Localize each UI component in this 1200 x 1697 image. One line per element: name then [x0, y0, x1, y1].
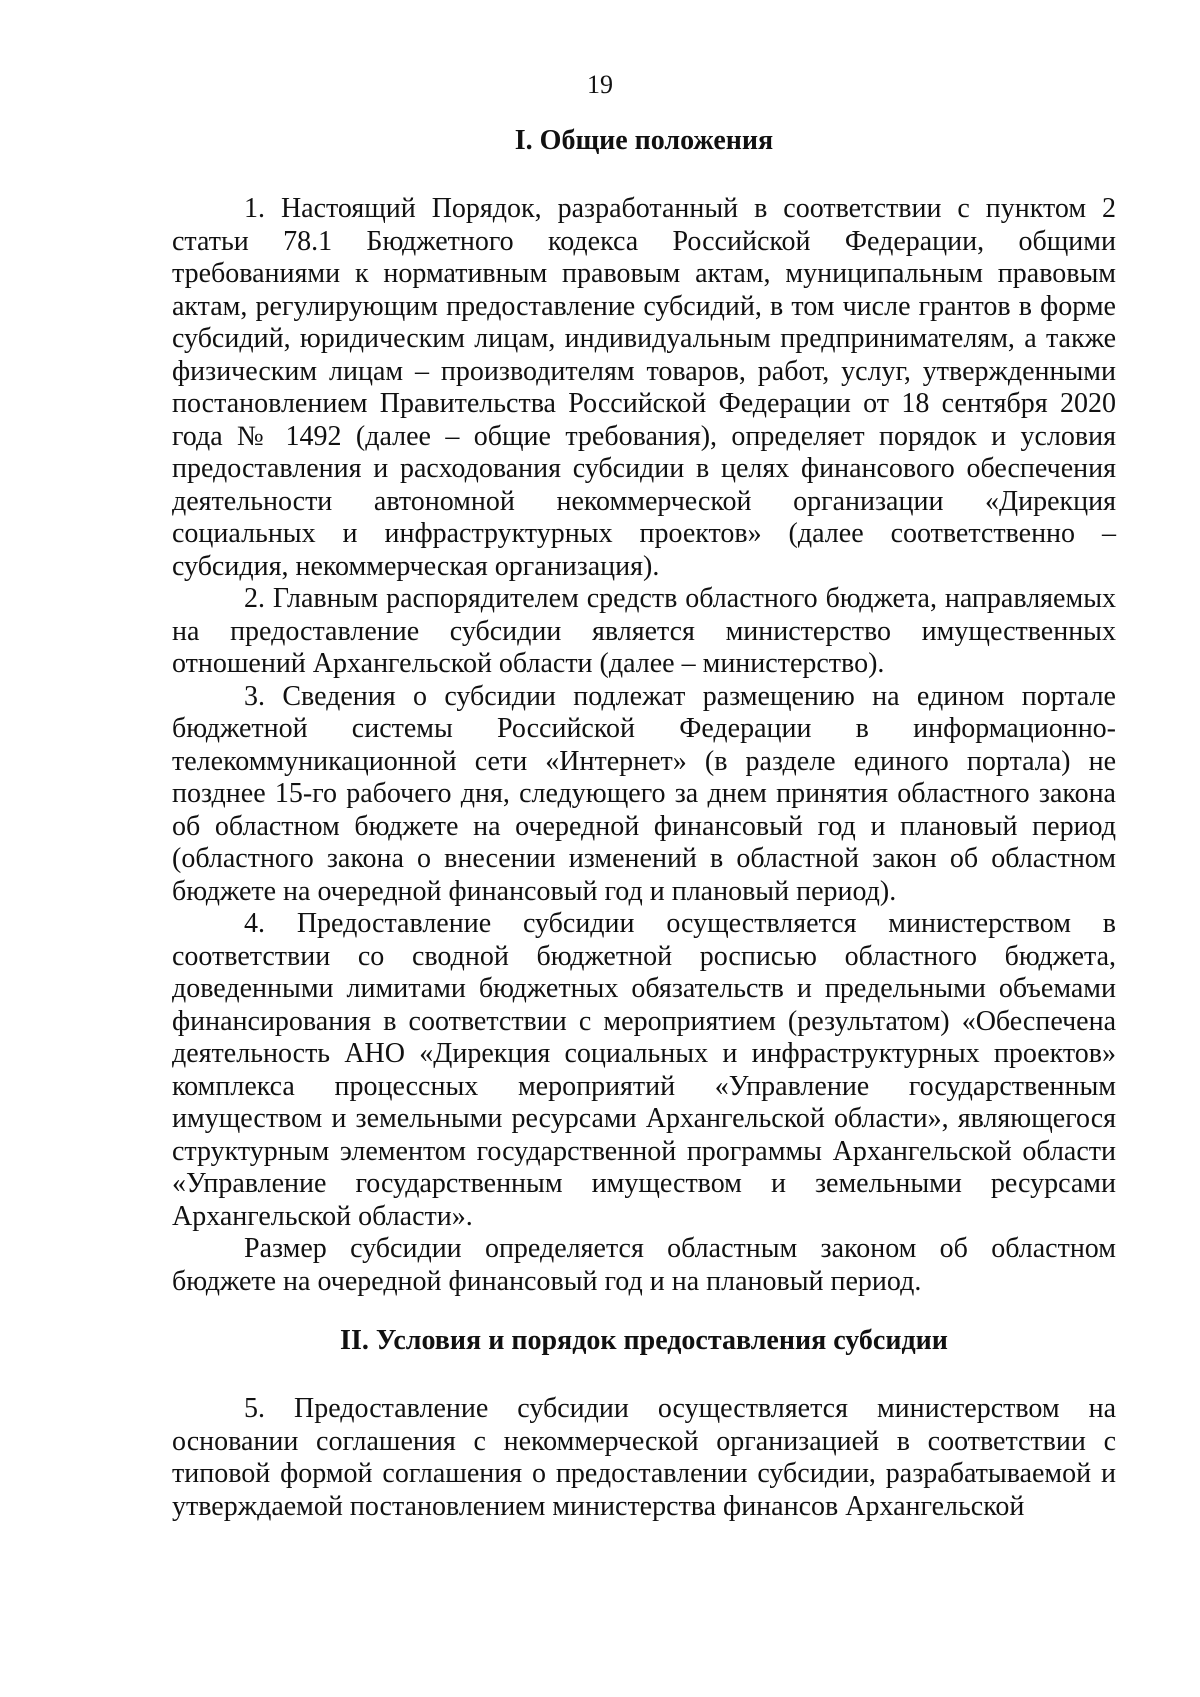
paragraph-subsidy-amount: Размер субсидии определяется областным законом об областном бюджете на очередной финансовый год и на плановый период. — [172, 1233, 1116, 1297]
section-heading-general-provisions: I. Общие положения — [514, 125, 774, 156]
paragraph-3: 3. Сведения о субсидии подлежат размещению на едином портале бюджетной системы Российской Федерации в информационно-телекоммуникационной сети «Интернет» (в разделе единого портала) не позднее 15-го рабочего дня, следующего за днем принятия областного закона об областном бюджете на очередной финансовый год и плановый период (областного закона о внесении изменений в областной закон об областном бюджете на очередной финансовый год и плановый период). — [172, 680, 1116, 907]
paragraph-4: 4. Предоставление субсидии осуществляется министерством в соответствии со сводной бюджетной росписью областного бюджета, доведенными лимитами бюджетных обязательств и предельными объемами финансирования в соответствии с мероприятием (результатом) «Обеспечена деятельность АНО «Дирекция социальных и инфраструктурных проектов» комплекса процессных мероприятий «Управление государственным имуществом и земельными ресурсами Архангельской области», являющегося структурным элементом государственной программы Архангельской области «Управление государственным имуществом и земельными ресурсами Архангельской области». — [172, 908, 1116, 1232]
section-heading-conditions: II. Условия и порядок предоставления субсидии — [340, 1325, 948, 1356]
paragraph-2: 2. Главным распорядителем средств областного бюджета, направляемых на предоставление субсидии является министерство имущественных отношений Архангельской области (далее – министерство). — [172, 583, 1116, 679]
paragraph-5: 5. Предоставление субсидии осуществляется министерством на основании соглашения с некоммерческой организацией в соответствии с типовой формой соглашения о предоставлении субсидии, разрабатываемой и утверждаемой постановлением министерства финансов Архангельской — [172, 1393, 1116, 1522]
section-body-conditions — [172, 1393, 1116, 1523]
section-body-general-provisions — [172, 193, 1116, 1298]
paragraph-1: 1. Настоящий Порядок, разработанный в соответствии с пунктом 2 статьи 78.1 Бюджетного кодекса Российской Федерации, общими требованиями к нормативным правовым актам, муниципальным правовым актам, регулирующим предоставление субсидий, в том числе грантов в форме субсидий, юридическим лицам, индивидуальным предпринимателям, а также физическим лицам – производителям товаров, работ, услуг, утвержденными постановлением Правительства Российской Федерации от 18 сентября 2020 года № 1492 (далее – общие требования), определяет порядок и условия предоставления и расходования субсидии в целях финансового обеспечения деятельности автономной некоммерческой организации «Дирекция социальных и инфраструктурных проектов» (далее соответственно – субсидия, некоммерческая организация). — [172, 193, 1116, 582]
page-number: 19 — [587, 70, 613, 99]
